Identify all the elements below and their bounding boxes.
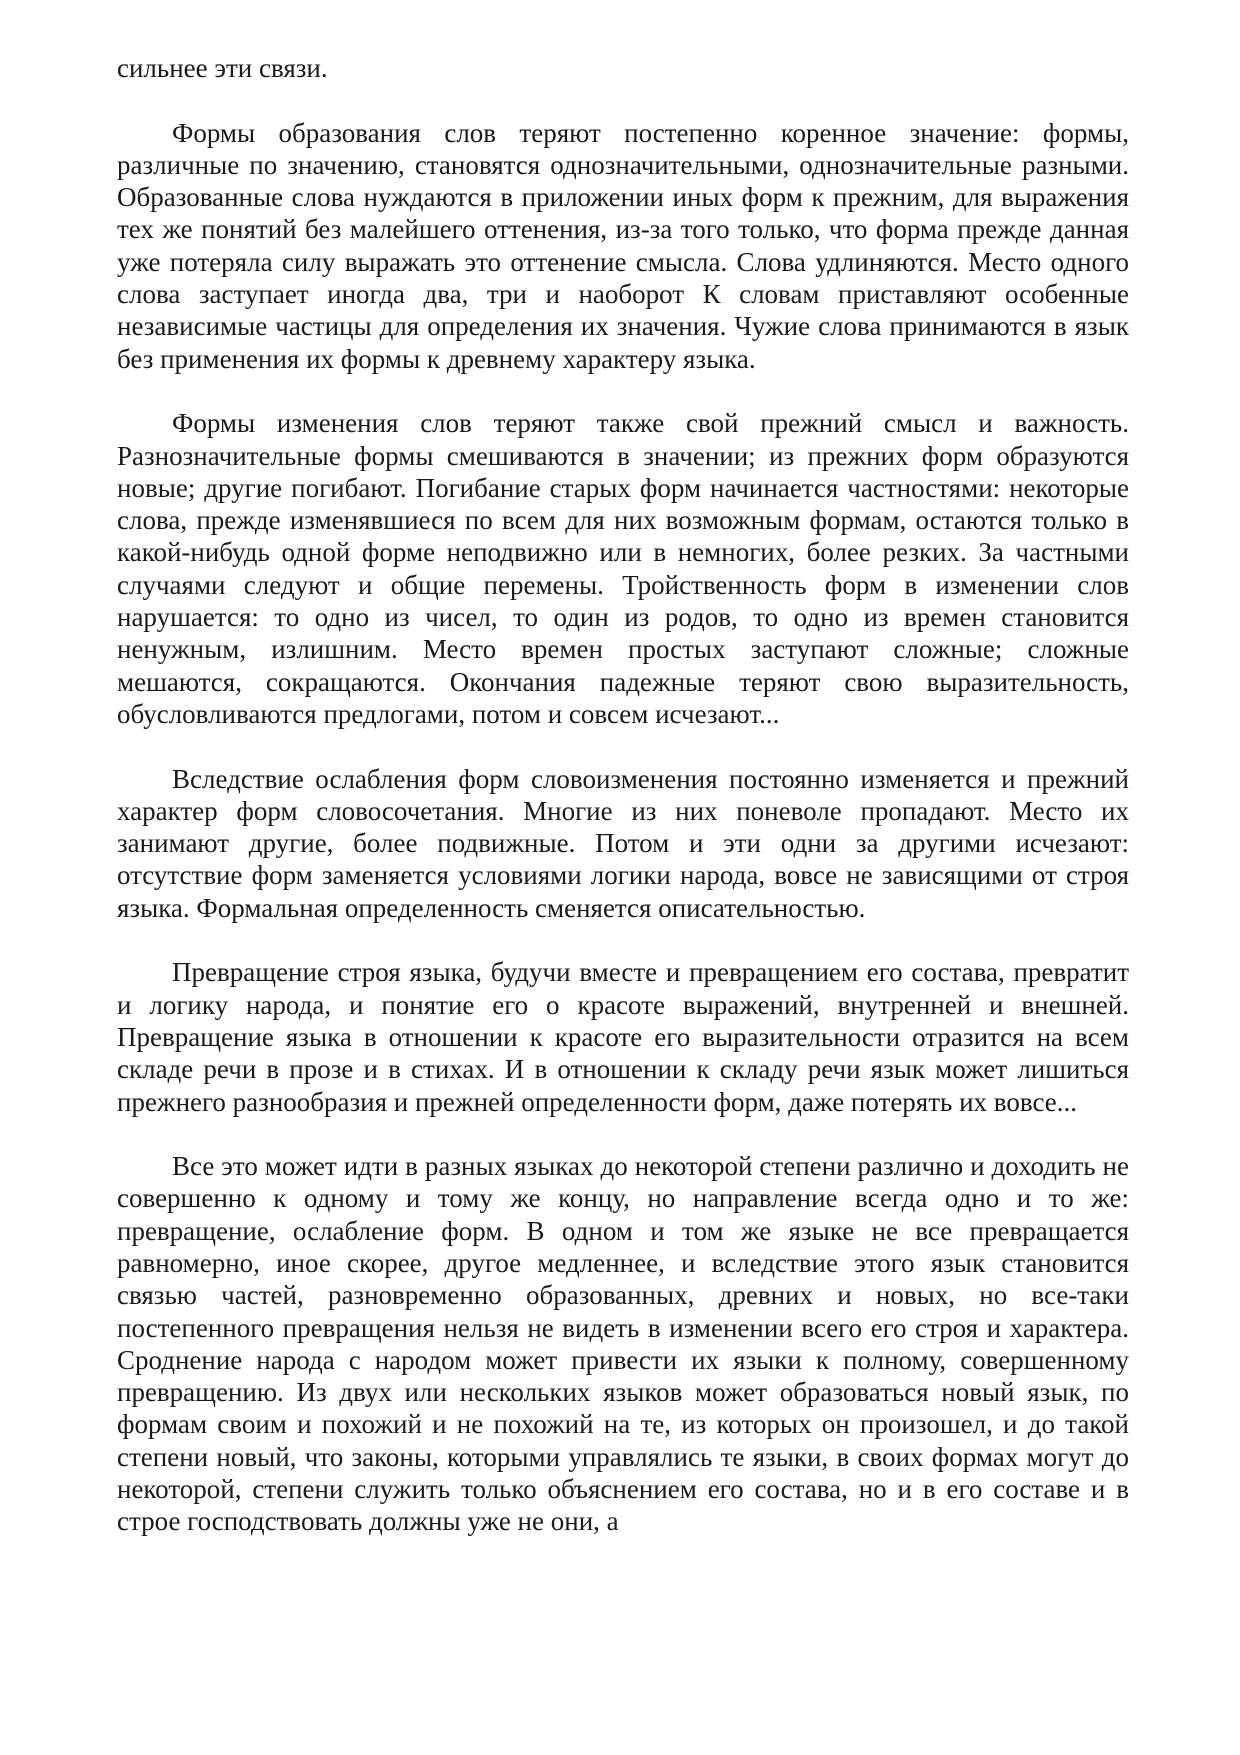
paragraph-continuation: сильнее эти связи.: [117, 53, 328, 83]
paragraph-language-structure: Превращение строя языка, будучи вместе и превращением его состава, превратит и логику народа, и понятие его о красоте выражений, внутренней и внешней. Превращение языка в отношении к красоте его выразительности отразится на всем складе речи в прозе и в стихах. И в отношении к складу речи язык может лишиться прежнего разнообразия и прежней определенности форм, даже потерять их вовсе...: [117, 957, 1129, 1117]
paragraph-word-inflection: Формы изменения слов теряют также свой прежний смысл и важность. Разнозначительные формы смешиваются в значении; из прежних форм образуются новые; другие погибают. Погибание старых форм начинается частностями: некоторые слова, прежде изменявшиеся по всем для них возможным формам, остаются только в какой-нибудь одной форме неподвижно или в немногих, более резких. За частными случаями следуют и общие перемены. Тройственность форм в изменении слов нарушается: то одно из чисел, то один из родов, то одно из времен становится ненужным, излишним. Место времен простых заступают сложные; сложные мешаются, сокращаются. Окончания падежные теряют свою выразительность, обусловливаются предлогами, потом и совсем исчезают...: [117, 408, 1129, 729]
paragraph-word-combination: Вследствие ослабления форм словоизменения постоянно изменяется и прежний характер форм словосочетания. Многие из них поневоле пропадают. Место их занимают другие, более подвижные. Потом и эти одни за другими исчезают: отсутствие форм заменяется условиями логики народа, вовсе не зависящими от строя языка. Формальная определенность сменяется описательностью.: [117, 763, 1129, 923]
document-page: [117, 52, 1129, 1538]
paragraph-language-evolution: Все это может идти в разных языках до некоторой степени различно и доходить не совершенно к одному и тому же концу, но направление всегда одно и то же: превращение, ослабление форм. В одном и том же языке не все превращается равномерно, иное скорее, другое медленнее, и вследствие этого язык становится связью частей, разновременно образованных, древних и новых, но все-таки постепенного превращения нельзя не видеть в изменении всего его строя и характера. Сроднение народа с народом может привести их языки к полному, совершенному превращению. Из двух или нескольких языков может образоваться новый язык, по формам своим и похожий и не похожий на те, из которых он произошел, и до такой степени новый, что законы, которыми управлялись те языки, в своих формах могут до некоторой, степени служить только объяснением его состава, но и в его составе и в строе господствовать должны уже не они, а: [117, 1151, 1129, 1537]
paragraph-word-formation: Формы образования слов теряют постепенно коренное значение: формы, различные по значению, становятся однозначительными, однозначительные разными. Образованные слова нуждаются в приложении иных форм к прежним, для выражения тех же понятий без малейшего оттенения, из-за того только, что форма прежде данная уже потеряла силу выражать это оттенение смысла. Слова удлиняются. Место одного слова заступает иногда два, три и наоборот К словам приставляют особенные независимые частицы для определения их значения. Чужие слова принимаются в язык без применения их формы к древнему характеру языка.: [117, 117, 1129, 374]
